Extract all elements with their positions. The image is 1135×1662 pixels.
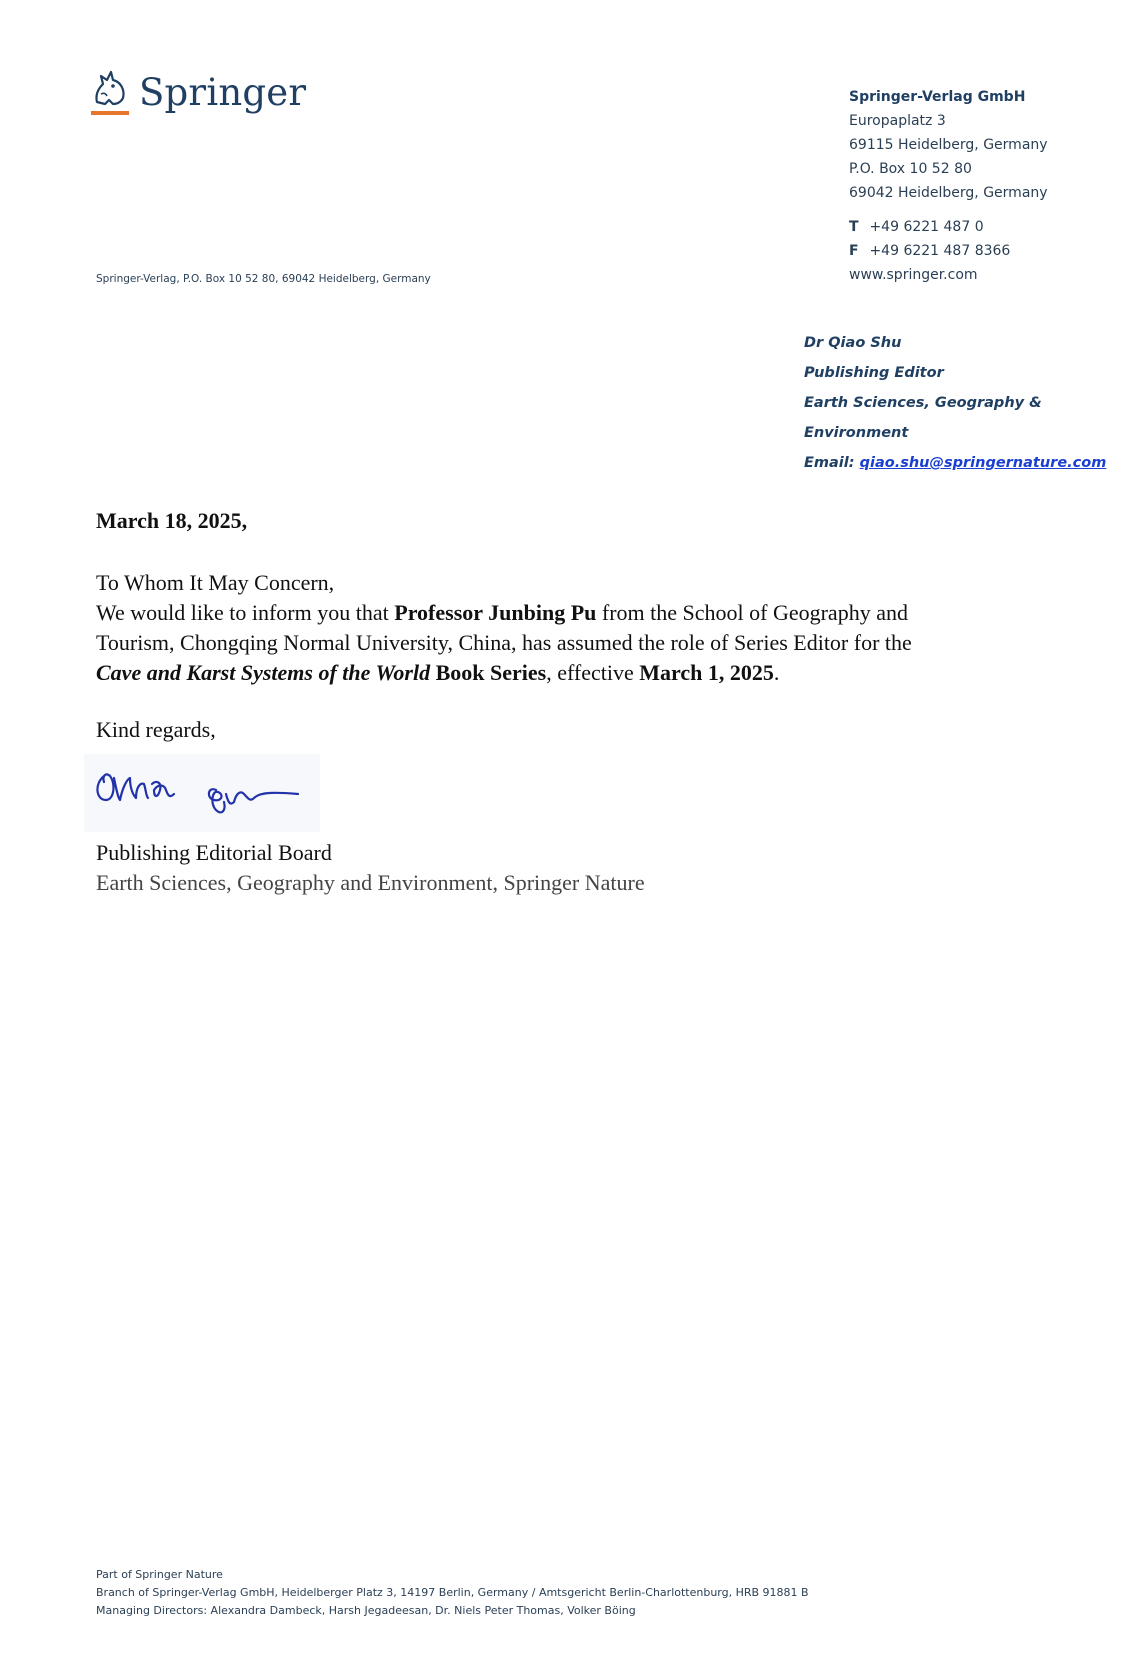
effective-date: March 1, 2025 (639, 660, 774, 685)
handwritten-signature (84, 754, 320, 832)
sender-address-line: P.O. Box 10 52 80 (849, 161, 972, 177)
springer-logo (89, 66, 307, 124)
series-title: Cave and Karst Systems of the World (96, 660, 431, 685)
paragraph-line-2: Tourism, Chongqing Normal University, China, has assumed the role of Series Editor for the (96, 630, 912, 655)
editor-email-row (804, 448, 1135, 478)
fax-label: F (849, 243, 859, 259)
email-link[interactable]: qiao.shu@springernature.com (859, 455, 1107, 471)
sender-website[interactable]: www.springer.com (849, 267, 978, 283)
signatory-block (96, 838, 645, 898)
closing: Kind regards, (96, 717, 216, 742)
chess-knight-icon (89, 66, 133, 118)
editor-name: Dr Qiao Shu (804, 335, 902, 351)
sender-company: Springer-Verlag GmbH (849, 89, 1026, 105)
editor-title: Publishing Editor (804, 365, 944, 381)
signatory-department: Earth Sciences, Geography and Environment, Springer Nature (96, 870, 645, 895)
logo-text: Springer (139, 71, 307, 114)
letter-body (96, 568, 1096, 688)
footer-line-3: Managing Directors: Alexandra Dambeck, Harsh Jegadeesan, Dr. Niels Peter Thomas, Volker Böing (96, 1604, 636, 1617)
paragraph-line-1: We would like to inform you that Professor Junbing Pu from the School of Geography and (96, 600, 908, 625)
return-address: Springer-Verlag, P.O. Box 10 52 80, 69042 Heidelberg, Germany (96, 273, 431, 285)
professor-name: Professor Junbing Pu (394, 600, 597, 625)
paragraph-line-3: Cave and Karst Systems of the World Book Series, effective March 1, 2025. (96, 660, 780, 685)
letter-date: March 18, 2025, (96, 508, 248, 533)
editor-block (804, 328, 1135, 478)
sender-fax (849, 239, 1048, 263)
sender-address-block (849, 85, 1048, 287)
sender-address-line: Europaplatz 3 (849, 113, 946, 129)
footer-line-1: Part of Springer Nature (96, 1568, 223, 1581)
salutation: To Whom It May Concern, (96, 570, 335, 595)
phone-number: +49 6221 487 0 (869, 219, 984, 235)
phone-label: T (849, 219, 859, 235)
sender-address-line: 69042 Heidelberg, Germany (849, 185, 1048, 201)
sender-address-line: 69115 Heidelberg, Germany (849, 137, 1048, 153)
signature-icon (84, 754, 320, 832)
footer (96, 1566, 809, 1620)
editor-department: Earth Sciences, Geography & Environment (804, 395, 1042, 441)
email-label: Email: (804, 455, 855, 471)
footer-line-2: Branch of Springer-Verlag GmbH, Heidelberger Platz 3, 14197 Berlin, Germany / Amtsgericht Berlin-Charlottenburg, HRB 91881 B (96, 1586, 809, 1599)
signatory-name: Publishing Editorial Board (96, 840, 332, 865)
fax-number: +49 6221 487 8366 (869, 243, 1011, 259)
sender-phone (849, 215, 1048, 239)
